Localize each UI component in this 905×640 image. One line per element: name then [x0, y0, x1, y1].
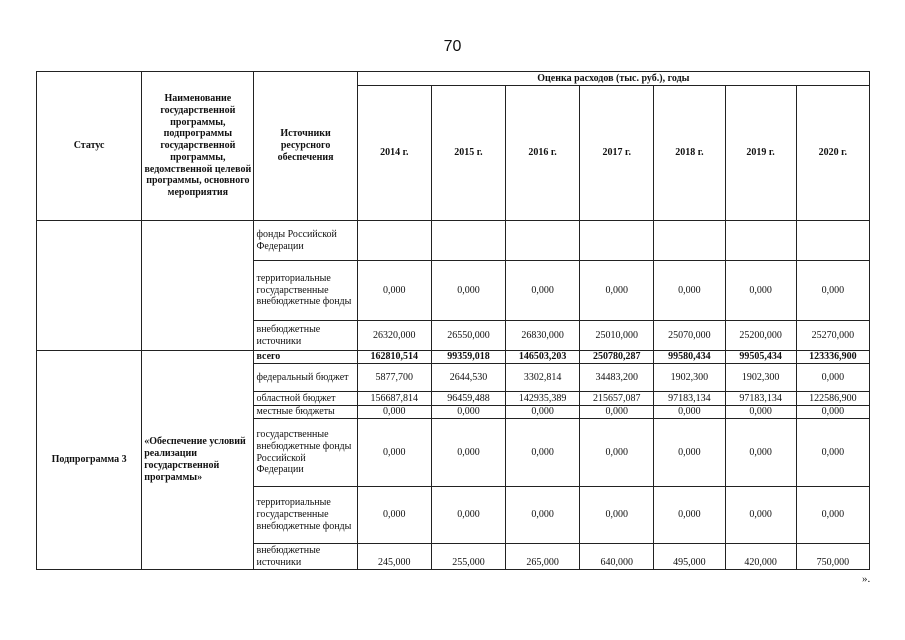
subprogram-name: «Обеспечение условий реализации государственной программы» — [142, 351, 254, 570]
header-name: Наименование государственной программы, подпрограммы государственной программы, ведомственной целевой программы, основного мероприятия — [142, 72, 254, 221]
source-cell: областной бюджет — [254, 392, 357, 406]
value-cell: 99359,018 — [431, 351, 505, 364]
source-cell: всего — [254, 351, 357, 364]
value-cell: 0,000 — [357, 419, 431, 487]
value-cell: 162810,514 — [357, 351, 431, 364]
header-year: 2015 г. — [431, 86, 505, 221]
value-cell: 0,000 — [725, 487, 796, 544]
value-cell: 420,000 — [725, 544, 796, 570]
value-cell: 26550,000 — [431, 321, 505, 351]
value-cell: 26830,000 — [506, 321, 580, 351]
value-cell: 0,000 — [431, 406, 505, 419]
value-cell: 0,000 — [357, 261, 431, 321]
name-cell-empty — [142, 221, 254, 351]
value-cell: 0,000 — [725, 406, 796, 419]
value-cell — [506, 221, 580, 261]
header-year: 2019 г. — [725, 86, 796, 221]
header-sources: Источники ресурсного обеспечения — [254, 72, 357, 221]
status-cell-empty — [37, 221, 142, 351]
value-cell: 0,000 — [725, 419, 796, 487]
value-cell: 0,000 — [654, 419, 725, 487]
value-cell: 99580,434 — [654, 351, 725, 364]
value-cell: 0,000 — [725, 261, 796, 321]
page-number: 70 — [443, 38, 462, 55]
value-cell: 0,000 — [796, 261, 869, 321]
value-cell: 1902,300 — [654, 364, 725, 392]
value-cell: 0,000 — [357, 406, 431, 419]
source-cell: территориальные государственные внебюджетные фонды — [254, 261, 357, 321]
value-cell: 0,000 — [357, 487, 431, 544]
value-cell: 25010,000 — [580, 321, 654, 351]
value-cell: 245,000 — [357, 544, 431, 570]
value-cell — [431, 221, 505, 261]
value-cell: 99505,434 — [725, 351, 796, 364]
value-cell: 0,000 — [796, 364, 869, 392]
value-cell: 0,000 — [431, 419, 505, 487]
source-cell: государственные внебюджетные фонды Российской Федерации — [254, 419, 357, 487]
value-cell: 0,000 — [506, 487, 580, 544]
closing-quote-mark: ». — [862, 573, 871, 585]
value-cell: 0,000 — [431, 487, 505, 544]
value-cell: 0,000 — [654, 261, 725, 321]
value-cell: 1902,300 — [725, 364, 796, 392]
value-cell: 640,000 — [580, 544, 654, 570]
source-cell: фонды Российской Федерации — [254, 221, 357, 261]
value-cell: 123336,900 — [796, 351, 869, 364]
value-cell — [654, 221, 725, 261]
value-cell: 25070,000 — [654, 321, 725, 351]
value-cell — [580, 221, 654, 261]
source-cell: федеральный бюджет — [254, 364, 357, 392]
header-status: Статус — [37, 72, 142, 221]
value-cell: 0,000 — [580, 406, 654, 419]
value-cell: 142935,389 — [506, 392, 580, 406]
value-cell: 265,000 — [506, 544, 580, 570]
header-year: 2020 г. — [796, 86, 869, 221]
source-cell: внебюджетные источники — [254, 321, 357, 351]
value-cell — [725, 221, 796, 261]
value-cell: 255,000 — [431, 544, 505, 570]
value-cell: 25270,000 — [796, 321, 869, 351]
value-cell: 97183,134 — [725, 392, 796, 406]
value-cell: 0,000 — [580, 261, 654, 321]
value-cell: 495,000 — [654, 544, 725, 570]
value-cell: 0,000 — [580, 419, 654, 487]
value-cell: 0,000 — [796, 487, 869, 544]
value-cell: 34483,200 — [580, 364, 654, 392]
value-cell: 0,000 — [654, 487, 725, 544]
subprogram-status: Подпрограмма 3 — [37, 351, 142, 570]
value-cell: 97183,134 — [654, 392, 725, 406]
value-cell: 2644,530 — [431, 364, 505, 392]
value-cell: 0,000 — [654, 406, 725, 419]
header-year: 2016 г. — [506, 86, 580, 221]
header-estimate: Оценка расходов (тыс. руб.), годы — [357, 72, 869, 86]
value-cell: 0,000 — [431, 261, 505, 321]
value-cell: 0,000 — [506, 419, 580, 487]
value-cell: 0,000 — [796, 419, 869, 487]
table-row — [37, 221, 870, 261]
value-cell: 122586,900 — [796, 392, 869, 406]
value-cell: 156687,814 — [357, 392, 431, 406]
value-cell: 0,000 — [796, 406, 869, 419]
value-cell: 25200,000 — [725, 321, 796, 351]
value-cell: 96459,488 — [431, 392, 505, 406]
value-cell: 250780,287 — [580, 351, 654, 364]
source-cell: территориальные государственные внебюджетные фонды — [254, 487, 357, 544]
header-year: 2018 г. — [654, 86, 725, 221]
header-year: 2014 г. — [357, 86, 431, 221]
value-cell: 0,000 — [580, 487, 654, 544]
value-cell: 26320,000 — [357, 321, 431, 351]
value-cell: 5877,700 — [357, 364, 431, 392]
value-cell: 0,000 — [506, 406, 580, 419]
value-cell: 146503,203 — [506, 351, 580, 364]
value-cell — [357, 221, 431, 261]
value-cell — [796, 221, 869, 261]
value-cell: 750,000 — [796, 544, 869, 570]
value-cell: 3302,814 — [506, 364, 580, 392]
value-cell: 215657,087 — [580, 392, 654, 406]
source-cell: местные бюджеты — [254, 406, 357, 419]
value-cell: 0,000 — [506, 261, 580, 321]
budget-table — [36, 71, 870, 570]
table-row-total — [37, 351, 870, 364]
source-cell: внебюджетные источники — [254, 544, 357, 570]
header-year: 2017 г. — [580, 86, 654, 221]
